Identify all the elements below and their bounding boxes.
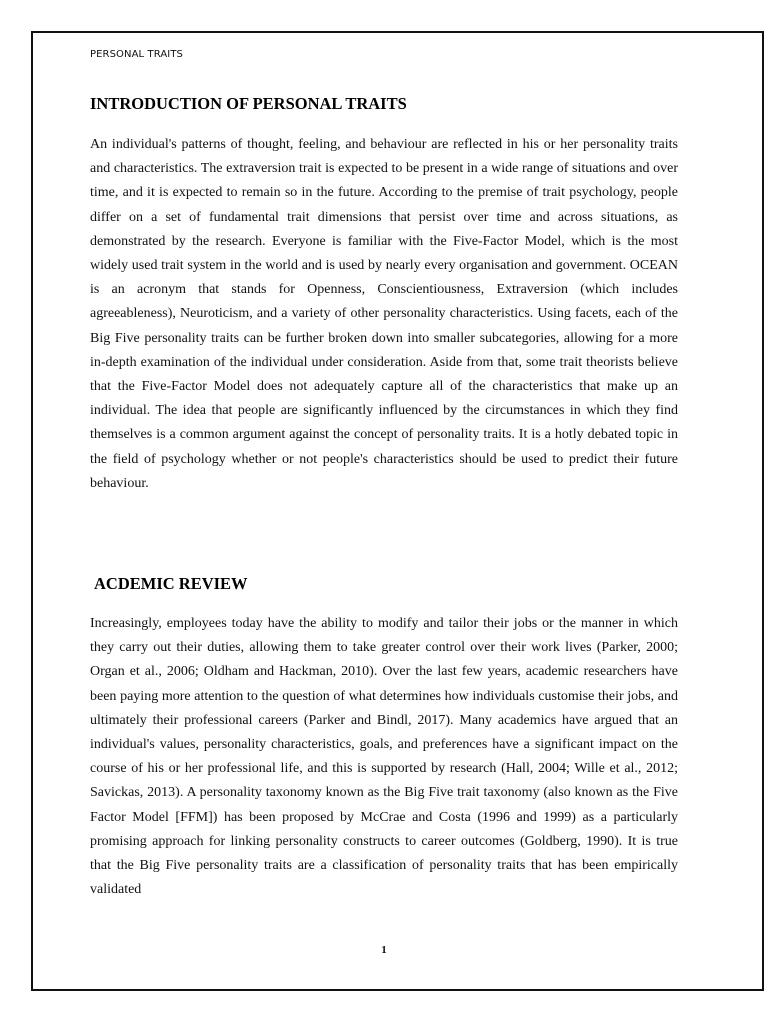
section-heading-introduction: INTRODUCTION OF PERSONAL TRAITS [90, 94, 407, 113]
paragraph-introduction: An individual's patterns of thought, feeling, and behaviour are reflected in his or her personality traits and characteristics. The extraversion trait is expected to be present in a wide range of situations and over time, and it is expected to remain so in the future. According to the premise of trait psychology, people differ on a set of fundamental trait dimensions that persist over time and across situations, as demonstrated by the research. Everyone is familiar with the Five-Factor Model, which is the most widely used trait system in the world and is used by nearly every organisation and government. OCEAN is an acronym that stands for Openness, Conscientiousness, Extraversion (which includes agreeableness), Neuroticism, and a variety of other personality characteristics. Using facets, each of the Big Five personality traits can be further broken down into smaller subcategories, allowing for a more in-depth examination of the individual under consideration. Aside from that, some trait theorists believe that the Five-Factor Model does not adequately capture all of the characteristics that make up an individual. The idea that people are significantly influenced by the circumstances in which they find themselves is a common argument against the concept of personality traits. It is a hotly debated topic in the field of psychology whether or not people's characteristics should be used to predict their future behaviour. [90, 137, 678, 491]
section-heading-academic-review: ACDEMIC REVIEW [94, 574, 248, 593]
paragraph-academic-review: Increasingly, employees today have the ability to modify and tailor their jobs or the manner in which they carry out their duties, allowing them to take greater control over their work lives (Parker, 2000; Organ et al., 2006; Oldham and Hackman, 2010). Over the last few years, academic researchers have been paying more attention to the question of what determines how individuals customise their jobs, and ultimately their professional careers (Parker and Bindl, 2017). Many academics have argued that an individual's values, personality characteristics, goals, and preferences have a significant impact on the course of his or her professional life, and this is supported by research (Hall, 2004; Wille et al., 2012; Savickas, 2013). A personality taxonomy known as the Big Five trait taxonomy (also known as the Five Factor Model [FFM]) has been proposed by McCrae and Costa (1996 and 1999) as a particularly promising approach for linking personality constructs to career outcomes (Goldberg, 1990). It is true that the Big Five personality traits are a classification of personality traits that has been empirically validated [90, 616, 678, 898]
page-number: 1 [381, 944, 387, 956]
running-header: PERSONAL TRAITS [90, 49, 183, 60]
